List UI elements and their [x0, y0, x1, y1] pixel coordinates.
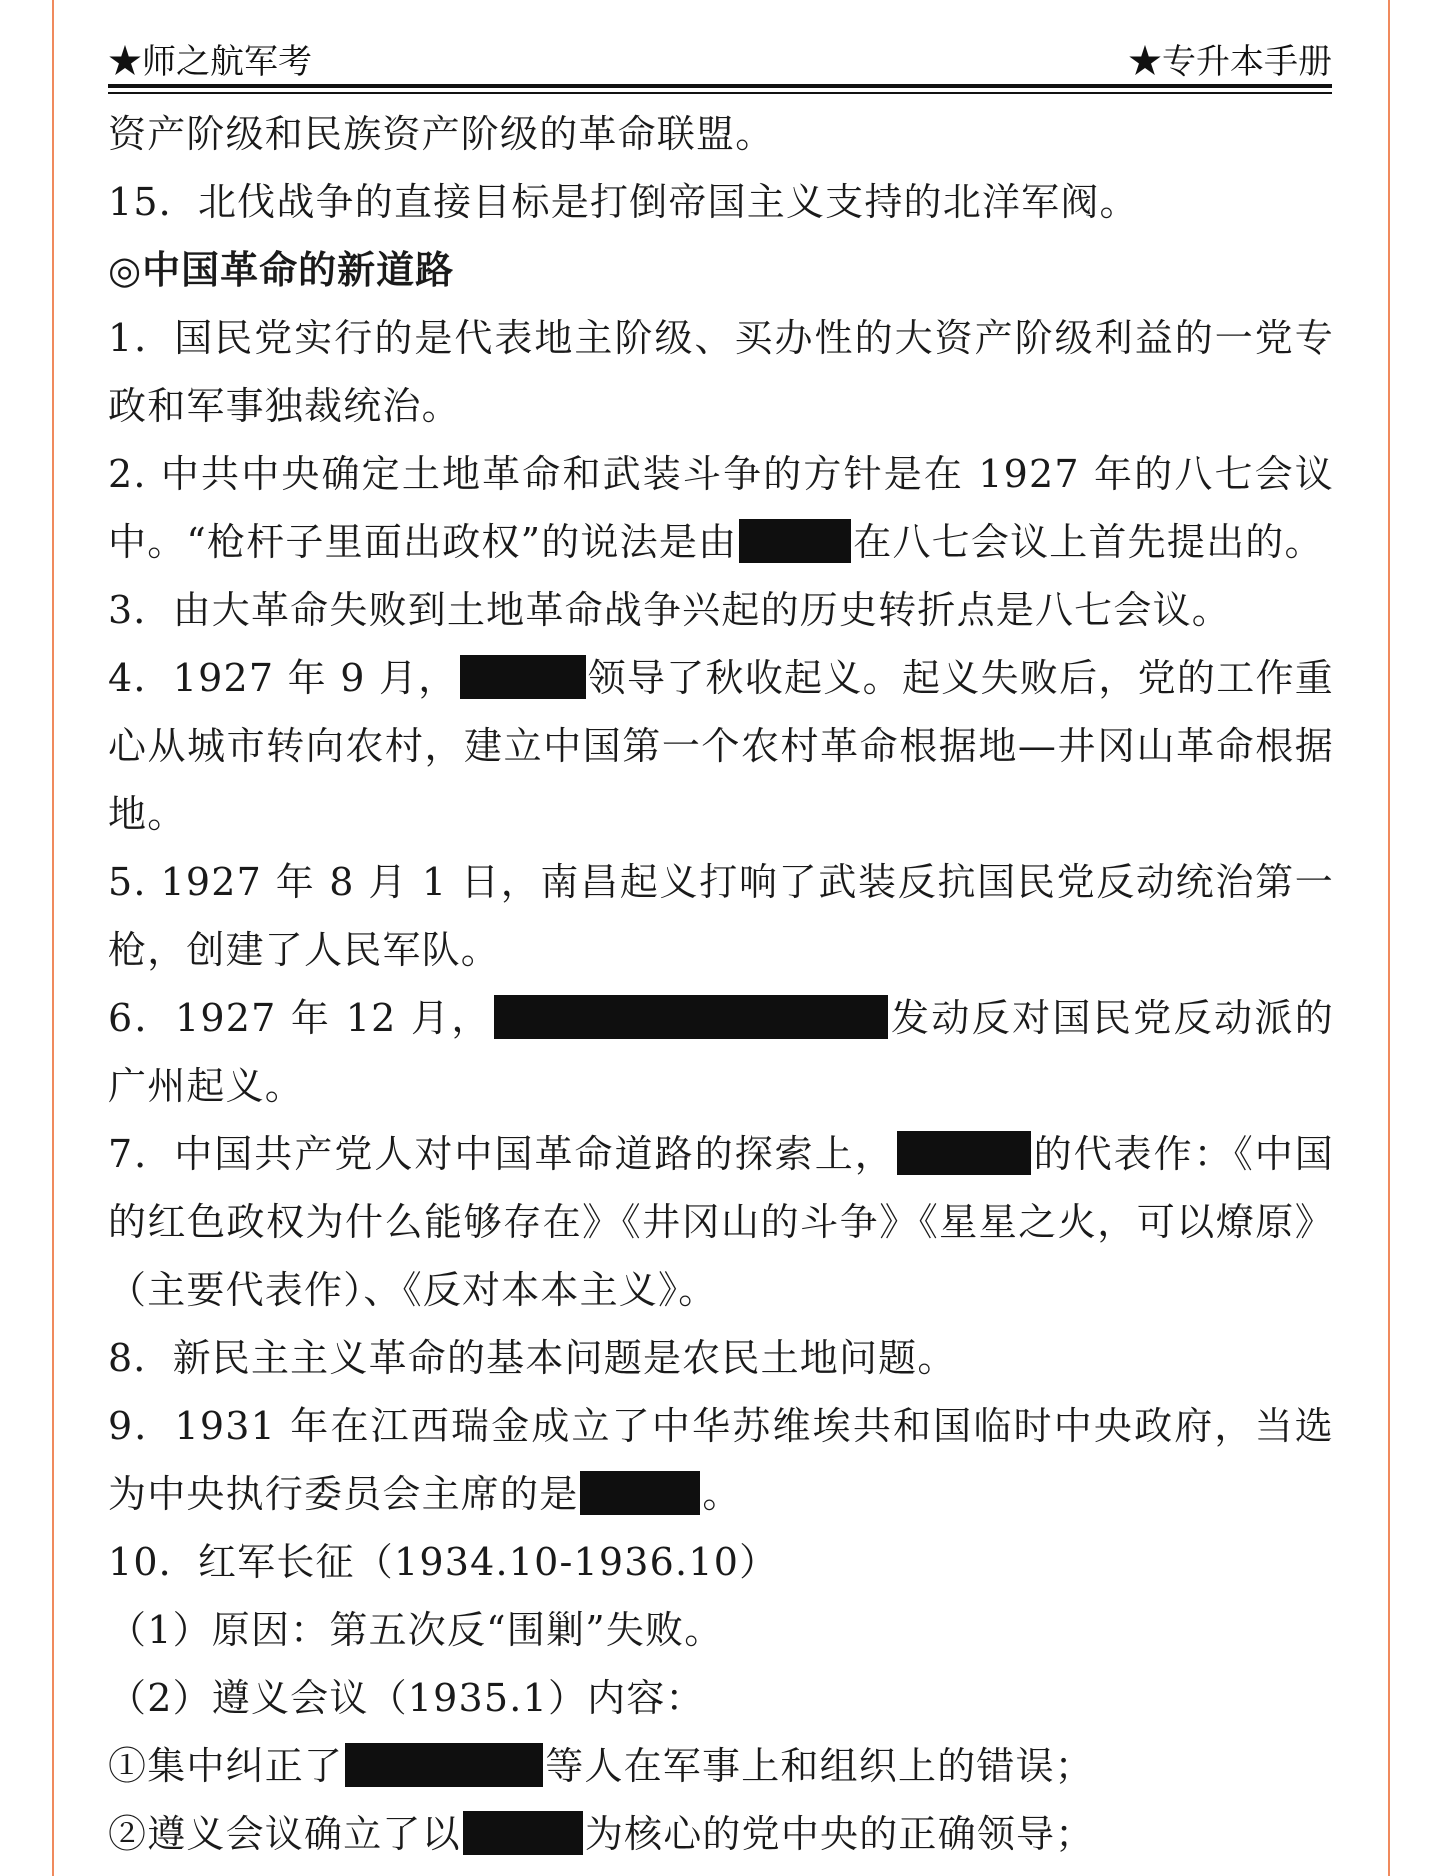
item-6-text-a: 6．1927 年 12 月，	[108, 996, 492, 1040]
redaction-box	[460, 655, 586, 699]
item-6-text-b: 发动反对国民党反动派的广州起义。	[108, 996, 1335, 1108]
item-4-text-b: 领导了秋收起义。起义失败后，党的工作重心从城市转向农村，建立中国第一个农村革命根据地—井冈山革命根据地。	[108, 656, 1334, 836]
redaction-box	[463, 1811, 583, 1855]
item-10-sub-1: （1）原因：第五次反“围剿”失败。	[108, 1608, 724, 1652]
page-header	[108, 28, 1332, 88]
item-6	[108, 984, 1334, 1120]
item-8: 8．新民主主义革命的基本问题是农民土地问题。	[108, 1336, 957, 1380]
header-rule-thin	[108, 92, 1332, 94]
section-heading: ◎中国革命的新道路	[108, 247, 455, 292]
item-2-text-b: 在八七会议上首先提出的。	[853, 520, 1324, 564]
item-2	[108, 440, 1334, 576]
item-10-circle-2	[108, 1800, 1334, 1868]
document-body	[108, 100, 1334, 1868]
item-9	[108, 1392, 1334, 1528]
circle-2-text-a: ②遵义会议确立了以	[108, 1812, 461, 1856]
redaction-box	[897, 1131, 1031, 1175]
header-right-title: ★专升本手册	[1128, 41, 1332, 82]
redaction-box	[580, 1471, 700, 1515]
item-1: 1．国民党实行的是代表地主阶级、买办性的大资产阶级利益的一党专政和军事独裁统治。	[108, 316, 1334, 428]
item-2-text-a: 2. 中共中央确定土地革命和武装斗争的方针是在 1927 年的八七会议中。“枪杆子里面出政权”的说法是由	[108, 452, 1334, 564]
circle-1-text-a: ①集中纠正了	[108, 1744, 344, 1788]
circle-1-text-b: 等人在军事上和组织上的错误；	[545, 1744, 1095, 1788]
header-rule-thick	[108, 84, 1332, 88]
right-border-line	[1388, 0, 1390, 1876]
item-4-text-a: 4．1927 年 9 月，	[108, 656, 458, 700]
item-9-text-a: 9．1931 年在江西瑞金成立了中华苏维埃共和国临时中央政府，当选为中央执行委员会主席的是	[108, 1404, 1334, 1516]
redaction-box	[494, 995, 888, 1039]
redaction-box	[739, 519, 851, 563]
item-7-text-a: 7．中国共产党人对中国革命道路的探索上，	[108, 1132, 895, 1176]
circle-2-text-b: 为核心的党中央的正确领导；	[584, 1812, 1095, 1856]
item-9-text-b: 。	[702, 1472, 742, 1516]
item-3: 3．由大革命失败到土地革命战争兴起的历史转折点是八七会议。	[108, 588, 1231, 632]
item-7-text-b: 的代表作：《中国的红色政权为什么能够存在》《井冈山的斗争》《星星之火，可以燎原》（主要代表作）、《反对本本主义》。	[108, 1132, 1334, 1312]
paragraph-continuation: 资产阶级和民族资产阶级的革命联盟。	[108, 112, 775, 156]
left-border-line	[52, 0, 54, 1876]
item-4	[108, 644, 1334, 848]
redaction-box	[345, 1743, 543, 1787]
item-5: 5. 1927 年 8 月 1 日，南昌起义打响了武装反抗国民党反动统治第一枪，创建了人民军队。	[108, 860, 1334, 972]
item-7	[108, 1120, 1334, 1324]
item-10: 10．红军长征（1934.10-1936.10）	[108, 1540, 779, 1584]
item-15: 15．北伐战争的直接目标是打倒帝国主义支持的北洋军阀。	[108, 180, 1139, 224]
header-left-title: ★师之航军考	[108, 41, 312, 82]
item-10-sub-2: （2）遵义会议（1935.1）内容：	[108, 1676, 705, 1720]
item-10-circle-1	[108, 1732, 1334, 1800]
